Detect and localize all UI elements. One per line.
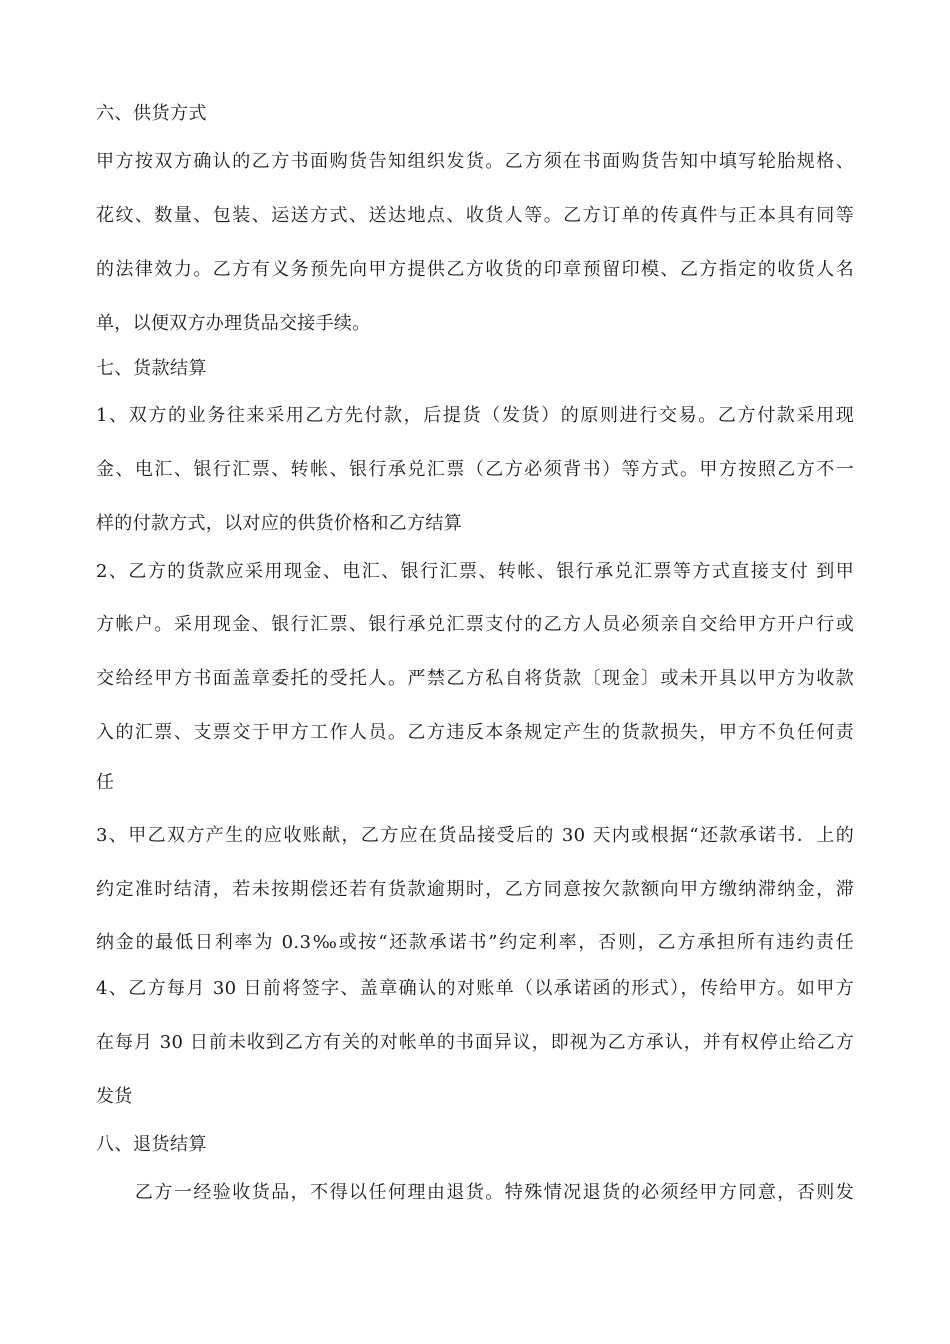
paragraph-line: 1、双方的业务往来采用乙方先付款，后提货（发货）的原则进行交易。乙方付款采用现 [96, 405, 854, 426]
paragraph-line: 3、甲乙双方产生的应收账献，乙方应在货品接受后的 30 天内或根据“还款承诺书．上的 [96, 825, 854, 846]
paragraph-line: 任 [96, 772, 115, 793]
section-heading: 六、供货方式 [96, 103, 207, 124]
paragraph-line: 甲方按双方确认的乙方书面购货告知组织发货。乙方须在书面购货告知中填写轮胎规格、 [96, 151, 854, 172]
paragraph-line: 入的汇票、支票交于甲方工作人员。乙方违反本条规定产生的货款损失，甲方不负任何责 [96, 722, 854, 743]
paragraph-line: 约定准时结清，若未按期偿还若有货款逾期时，乙方同意按欠款额向甲方缴纳滞纳金，滞 [96, 879, 854, 900]
paragraph-line: 花纹、数量、包装、运送方式、送达地点、收货人等。乙方订单的传真件与正本具有同等 [96, 205, 854, 226]
paragraph-line: 纳金的最低日利率为 0.3‰或按“还款承诺书”约定利率，否则，乙方承担所有违约责任 [96, 932, 854, 953]
paragraph-line: 金、电汇、银行汇票、转帐、银行承兑汇票（乙方必须背书）等方式。甲方按照乙方不一 [96, 459, 854, 480]
paragraph-line: 方帐户。采用现金、银行汇票、银行承兑汇票支付的乙方人员必须亲自交给甲方开户行或 [96, 614, 854, 635]
section-heading: 八、退货结算 [96, 1134, 207, 1155]
paragraph-line: 样的付款方式，以对应的供货价格和乙方结算 [96, 513, 462, 534]
paragraph-line: 发货 [96, 1086, 133, 1107]
paragraph-line: 乙方一经验收货品，不得以任何理由退货。特殊情况退货的必须经甲方同意，否则发 [96, 1182, 854, 1203]
paragraph-line: 交给经甲方书面盖章委托的受托人。严禁乙方私自将货款〔现金〕或未开具以甲方为收款 [96, 668, 854, 689]
paragraph-line: 的法律效力。乙方有义务预先向甲方提供乙方收货的印章预留印模、乙方指定的收货人名 [96, 259, 854, 280]
paragraph-line: 在每月 30 日前未收到乙方有关的对帐单的书面异议，即视为乙方承认，并有权停止给乙方 [96, 1032, 854, 1053]
paragraph-line: 2、乙方的货款应采用现金、电汇、银行汇票、转帐、银行承兑汇票等方式直接支付 到甲 [96, 561, 854, 582]
paragraph-line: 单，以便双方办理货品交接手续。 [96, 313, 371, 334]
section-heading: 七、货款结算 [96, 358, 207, 379]
paragraph-line: 4、乙方每月 30 日前将签字、盖章确认的对账单（以承诺函的形式），传给甲方。如甲方 [96, 978, 854, 999]
